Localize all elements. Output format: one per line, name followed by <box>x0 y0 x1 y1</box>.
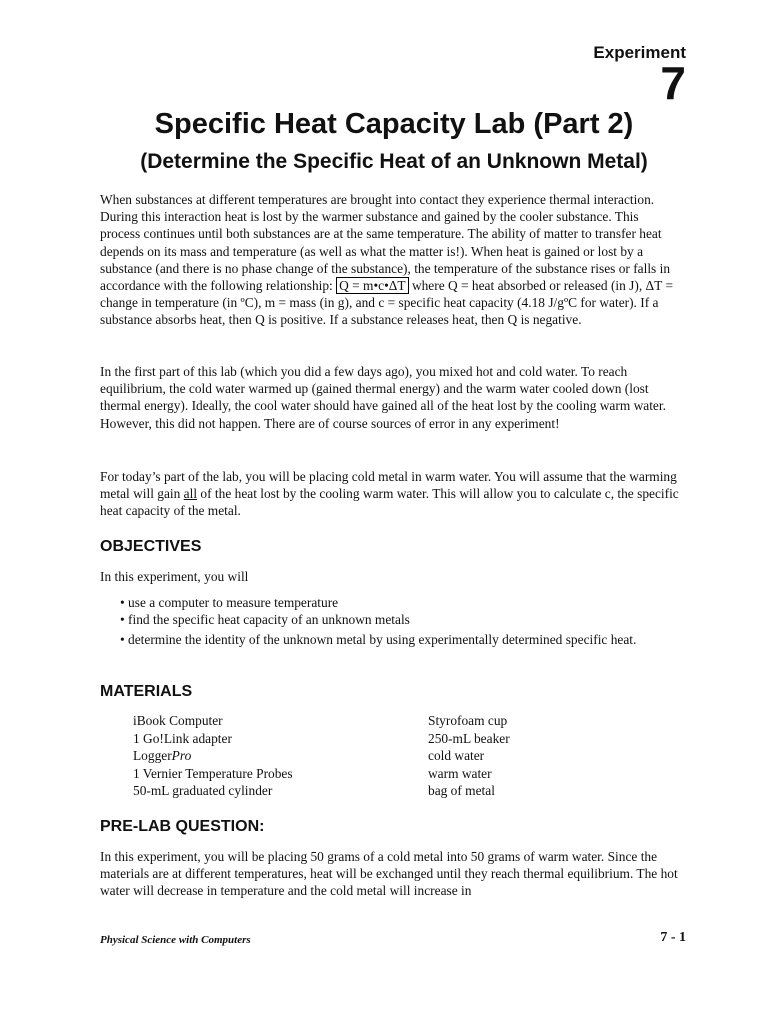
logger-name: Logger <box>133 748 172 763</box>
logger-pro-suffix: Pro <box>171 748 192 763</box>
objective-item: • find the specific heat capacity of an unknown metals <box>120 612 410 628</box>
material-item: 50-mL graduated cylinder <box>133 783 273 798</box>
material-item: warm water <box>428 765 492 781</box>
experiment-number: 7 <box>660 57 686 109</box>
experiment-label: Experiment <box>593 43 686 62</box>
objective-item: • determine the identity of the unknown metal by using experimentally determined specific heat. <box>120 632 637 648</box>
footer-page-number: 7 - 1 <box>660 930 686 945</box>
page-title: Specific Heat Capacity Lab (Part 2) <box>154 108 634 140</box>
material-item: iBook Computer <box>133 713 223 728</box>
underlined-word: all <box>183 486 198 502</box>
objectives-heading: OBJECTIVES <box>100 538 202 555</box>
material-item <box>133 747 293 765</box>
material-item: bag of metal <box>428 783 495 798</box>
material-item: 1 Vernier Temperature Probes <box>133 765 293 781</box>
intro-paragraph-2: In the first part of this lab (which you did a few days ago), you mixed hot and cold water. To reach equilibrium, the cold water warmed up (gained thermal energy) and the warm water cooled down (lost thermal energy). Ideally, the cool water should have gained all of the heat lost by the cooling warm water. However, this did not happen. There are of course sources of error in any experiment! <box>100 364 666 431</box>
heat-formula: Q = m•c•ΔT <box>336 277 408 294</box>
footer-book-title: Physical Science with Computers <box>100 934 251 946</box>
objectives-lead: In this experiment, you will <box>100 569 249 584</box>
material-item: 1 Go!Link adapter <box>133 730 232 746</box>
materials-list-right <box>428 712 510 800</box>
material-item: 250-mL beaker <box>428 730 510 746</box>
materials-heading: MATERIALS <box>100 683 193 700</box>
material-item: cold water <box>428 748 485 763</box>
objective-item: • use a computer to measure temperature <box>120 595 339 610</box>
intro-paragraph-1 <box>100 191 680 329</box>
intro-paragraph-3-end: of the heat lost by the cooling warm water. This will allow you to calculate c, the specific heat capacity of the metal. <box>100 486 679 519</box>
prelab-heading: PRE-LAB QUESTION: <box>100 818 265 835</box>
intro-paragraph-1-text: When substances at different temperatures are brought into contact they experience thermal interaction. During this interaction heat is lost by the warmer substance and gained by the cooler substance. This process continues until both substances are at the same temperature. The ability of matter to transfer heat depends on its mass and temperature (as well as what the matter is!). When heat is gained or lost by a substance (and there is no phase change of the substance), the temperature of the substance rises or falls in accordance with the following relationship: <box>100 192 671 294</box>
page-subtitle: (Determine the Specific Heat of an Unknown Metal) <box>140 150 648 173</box>
prelab-paragraph: In this experiment, you will be placing 50 grams of a cold metal into 50 grams of warm water. Since the materials are at different temperatures, heat will be exchanged until they reach thermal equilibrium. The hot water will decrease in temperature and the cold metal will increase in <box>100 849 678 899</box>
objectives-list <box>120 594 680 649</box>
intro-paragraph-3-start: For today’s part of the lab, you will be placing cold metal in warm water. You will assume that the warming metal will gain <box>100 469 677 502</box>
materials-list-left <box>133 712 293 800</box>
intro-paragraph-3 <box>100 468 680 520</box>
intro-paragraph-1-definitions: where Q = heat absorbed or released (in J), ΔT = change in temperature (in ºC), m = mass (in g), and c = specific heat capacity (4.18 J/gºC for water). If a substance absorbs heat, then Q is positive. If a substance releases heat, then Q is negative. <box>100 278 673 328</box>
material-item: Styrofoam cup <box>428 713 508 728</box>
